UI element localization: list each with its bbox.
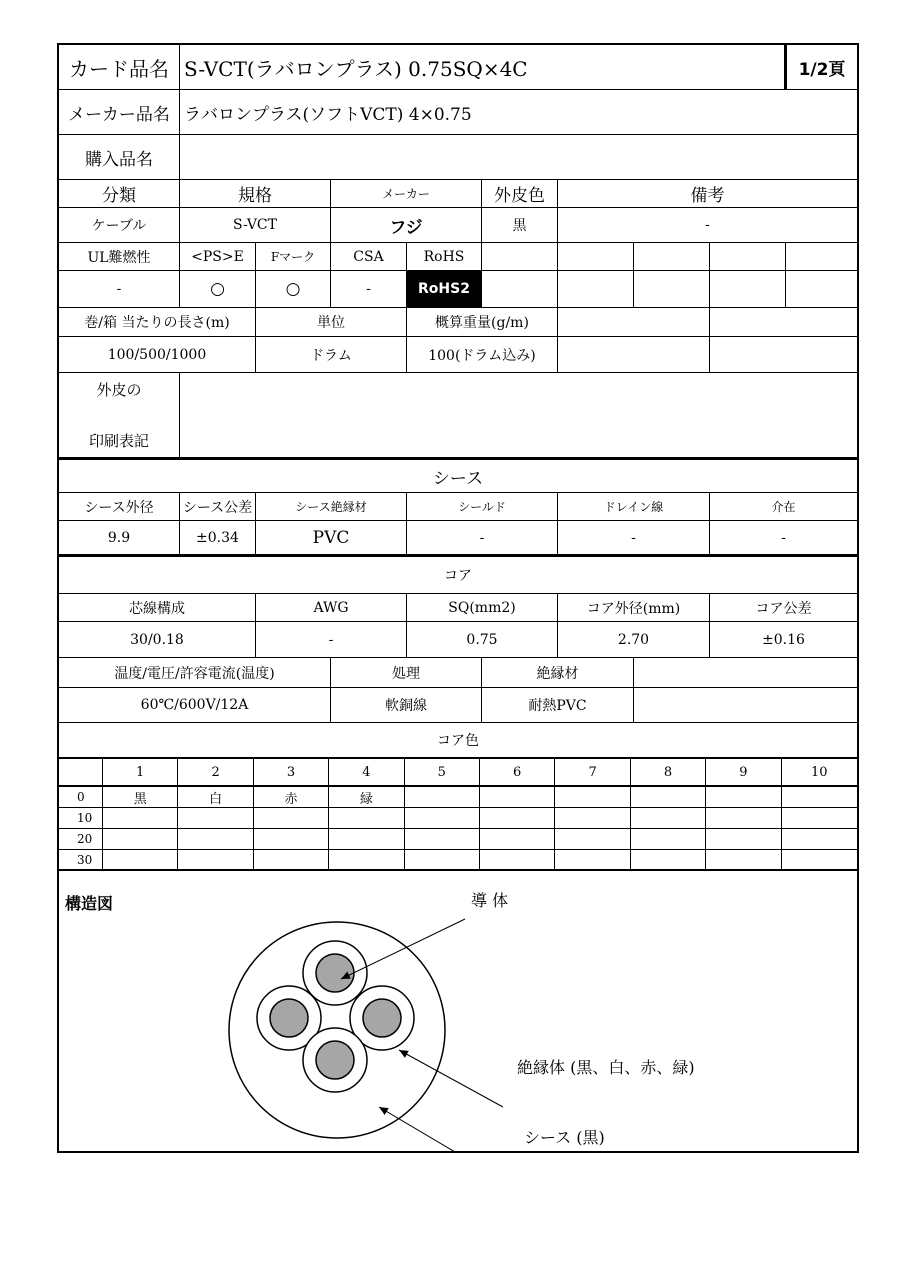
core-header-sq: SQ(mm2) [407, 594, 558, 621]
core-color-row [59, 808, 857, 829]
core-color-cell [103, 829, 178, 849]
core-color-cell [254, 829, 329, 849]
temp-header-blank [634, 658, 857, 687]
cert-header-blank-4 [710, 243, 786, 270]
sheath-value-drain: - [558, 521, 710, 554]
sheath-header-tol: シース公差 [180, 493, 256, 520]
core-title-row [59, 557, 857, 594]
core-color-column-header: 5 [405, 759, 480, 785]
cert-value-csa: - [331, 271, 407, 307]
core-color-cell [782, 787, 857, 807]
classification-header-row [59, 180, 857, 208]
cert-value-blank-4 [710, 271, 786, 307]
core-value-sq: 0.75 [407, 622, 558, 657]
class-value-maker: フジ [331, 208, 482, 242]
length-header-length: 巻/箱 当たりの長さ(m) [59, 308, 256, 336]
core-color-row [59, 787, 857, 808]
core-header-row [59, 594, 857, 622]
core-color-cell [480, 829, 555, 849]
spec-sheet [57, 43, 859, 1153]
sheath-value-shield: - [407, 521, 558, 554]
class-header-notes: 備考 [690, 186, 725, 206]
core-color-cell [254, 850, 329, 869]
core-color-column-header: 1 [103, 759, 178, 785]
cert-header-blank-3 [634, 243, 710, 270]
core-header-tol: コア公差 [755, 600, 812, 617]
core-color-cell [405, 829, 480, 849]
core-color-cell [329, 829, 404, 849]
sheath-header-filler: 介在 [771, 500, 796, 514]
class-value-color: 黒 [482, 208, 558, 242]
sheath-value-od: 9.9 [59, 521, 180, 554]
print-marking-value [180, 373, 857, 457]
cable-cross-section-diagram [59, 875, 857, 1153]
cert-header-ul: UL難燃性 [59, 243, 180, 270]
sheath-title-row [59, 460, 857, 493]
core-color-cell: 黒 [103, 787, 178, 807]
maker-name-label: メーカー品名 [59, 90, 180, 134]
core-color-cell [555, 829, 630, 849]
length-value-blank-1 [558, 337, 710, 372]
core-color-cell: 緑 [329, 787, 404, 807]
cert-value-blank-1 [482, 271, 558, 307]
length-value-weight: 100(ドラム込み) [407, 337, 558, 372]
core-color-cell [555, 787, 630, 807]
core-value-row [59, 622, 857, 658]
temp-value-rating: 60℃/600V/12A [59, 688, 331, 722]
core-value-od: 2.70 [558, 622, 710, 657]
core-color-cell [555, 808, 630, 828]
core-color-cell [480, 850, 555, 869]
class-value-notes: - [705, 217, 710, 233]
core-color-row [59, 829, 857, 850]
core-value-tol: ±0.16 [762, 631, 805, 648]
classification-value-row [59, 208, 857, 243]
sheath-value-filler: - [781, 529, 786, 546]
core-color-row [59, 850, 857, 871]
print-label-bottom: 印刷表記 [88, 432, 149, 450]
cert-header-blank-2 [558, 243, 634, 270]
sheath-value-tol: ±0.34 [180, 521, 256, 554]
core-color-cell [178, 829, 253, 849]
purchase-name-row [59, 135, 857, 180]
core-title: コア [444, 568, 472, 584]
core-color-cell [782, 829, 857, 849]
core-header-strand: 芯線構成 [59, 594, 256, 621]
core-header-awg: AWG [256, 594, 407, 621]
core-color-cell [631, 787, 706, 807]
length-value-row [59, 337, 857, 373]
length-header-weight: 概算重量(g/m) [407, 308, 558, 336]
core-color-column-header: 2 [178, 759, 253, 785]
core-color-cell [782, 850, 857, 869]
temp-header-row [59, 658, 857, 688]
core-color-cell [480, 808, 555, 828]
length-value-unit: ドラム [256, 337, 407, 372]
core-color-title-row [59, 723, 857, 759]
core-color-column-header: 3 [254, 759, 329, 785]
purchase-name-label: 購入品名 [59, 135, 180, 179]
length-value-blank-2 [710, 337, 857, 372]
core-color-cell [178, 850, 253, 869]
structure-diagram-title: 構造図 [65, 894, 114, 913]
core-color-cell [405, 808, 480, 828]
length-header-unit: 単位 [256, 308, 407, 336]
cert-value-row [59, 271, 857, 308]
card-name-row [59, 45, 857, 90]
core-color-cell [631, 808, 706, 828]
class-header-standard: 規格 [180, 180, 331, 207]
sheath-label: シース (黒) [524, 1128, 605, 1147]
class-header-color: 外皮色 [482, 180, 558, 207]
core-color-cell [480, 787, 555, 807]
card-name-label: カード品名 [59, 45, 180, 89]
core-color-cell [103, 808, 178, 828]
core-color-cell [782, 808, 857, 828]
card-name-value: S-VCT(ラバロンプラス) 0.75SQ×4C [180, 45, 785, 89]
sheath-title: シース [432, 468, 484, 489]
temp-header-rating: 温度/電圧/許容電流(温度) [59, 658, 331, 687]
core-color-cell [706, 850, 781, 869]
core-color-corner [59, 759, 103, 785]
core-color-cell [706, 829, 781, 849]
cert-header-blank-1 [482, 243, 558, 270]
core-color-row-label: 20 [59, 829, 103, 849]
core-color-cell: 赤 [254, 787, 329, 807]
core-color-title: コア色 [437, 733, 479, 749]
core-color-cell [103, 850, 178, 869]
core-color-column-header: 4 [329, 759, 404, 785]
core-color-cell [178, 808, 253, 828]
maker-name-row [59, 90, 857, 135]
sheath-value-material: PVC [256, 521, 407, 554]
cert-value-blank-5 [786, 271, 857, 307]
core-color-column-header: 10 [811, 764, 828, 780]
cert-header-blank-5 [786, 243, 857, 270]
length-header-blank-1 [558, 308, 710, 336]
core-value-awg: - [256, 622, 407, 657]
cert-header-csa: CSA [331, 243, 407, 270]
core-color-cell [254, 808, 329, 828]
core-color-header-row [59, 759, 857, 787]
core-color-cell [706, 808, 781, 828]
core-bottom [303, 1028, 367, 1092]
insulation-label: 絶縁体 (黒、白、赤、緑) [517, 1058, 695, 1077]
cert-value-fmark: ○ [256, 271, 331, 307]
sheath-header-od: シース外径 [59, 493, 180, 520]
sheath-header-material: シース絶縁材 [256, 493, 407, 520]
sheath-value-row [59, 521, 857, 554]
temp-value-row [59, 688, 857, 723]
temp-value-treatment: 軟銅線 [331, 688, 482, 722]
core-color-cell [405, 850, 480, 869]
cert-header-pse: <PS>E [180, 243, 256, 270]
core-color-row-label: 0 [59, 787, 103, 807]
core-color-row-label: 10 [59, 808, 103, 828]
cert-header-fmark: Fマーク [256, 243, 331, 270]
print-marking-row [59, 373, 857, 457]
core-color-cell [706, 787, 781, 807]
core-color-column-header: 7 [555, 759, 630, 785]
core-value-strand: 30/0.18 [59, 622, 256, 657]
core-color-cell [631, 850, 706, 869]
core-color-cell [631, 829, 706, 849]
class-value-category: ケーブル [59, 208, 180, 242]
conductor-label: 導 体 [471, 891, 509, 910]
core-color-column-header: 6 [480, 759, 555, 785]
cert-value-ul: - [59, 271, 180, 307]
cert-value-blank-3 [634, 271, 710, 307]
core-color-cell [405, 787, 480, 807]
print-label-top: 外皮の [96, 381, 142, 399]
core-color-column-header: 8 [631, 759, 706, 785]
core-color-cell [329, 808, 404, 828]
temp-header-insulation: 絶縁材 [482, 658, 634, 687]
maker-name-value: ラバロンプラス(ソフトVCT) 4×0.75 [184, 104, 472, 125]
class-value-standard: S-VCT [180, 208, 331, 242]
core-color-column-header: 9 [706, 759, 781, 785]
cert-value-pse: ○ [180, 271, 256, 307]
rohs2-badge: RoHS2 [407, 271, 482, 307]
cert-header-rohs: RoHS [407, 243, 482, 270]
purchase-name-value [180, 135, 857, 179]
class-header-category: 分類 [59, 180, 180, 207]
length-header-blank-2 [710, 308, 857, 336]
cert-value-blank-2 [558, 271, 634, 307]
print-marking-label [59, 373, 180, 457]
length-header-row [59, 308, 857, 337]
sheath-header-row [59, 493, 857, 521]
length-value-length: 100/500/1000 [59, 337, 256, 372]
core-color-row-label: 30 [59, 850, 103, 869]
core-color-cell [555, 850, 630, 869]
temp-value-blank [634, 688, 857, 722]
core-color-cell: 白 [178, 787, 253, 807]
temp-value-insulation: 耐熱PVC [482, 688, 634, 722]
cert-header-row [59, 243, 857, 271]
sheath-header-drain: ドレイン線 [558, 493, 710, 520]
sheath-header-shield: シールド [407, 493, 558, 520]
temp-header-treatment: 処理 [331, 658, 482, 687]
core-header-od: コア外径(mm) [558, 594, 710, 621]
core-color-cell [329, 850, 404, 869]
page-number: 1/2頁 [785, 45, 857, 89]
class-header-maker: メーカー [331, 180, 482, 207]
